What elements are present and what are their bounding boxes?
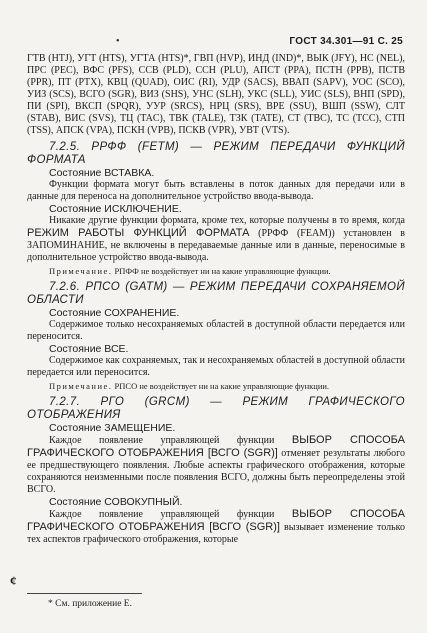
section-726-state-save: Состояние СОХРАНЕНИЕ.: [49, 307, 180, 319]
sgr-function-name-2: ВЫБОР СПОСОБА ГРАФИЧЕСКОГО ОТОБРАЖЕНИЯ [ВСГО (SGR)]: [27, 508, 405, 533]
section-725-paragraph-2: Никакие другие функции формата, кроме тех, которые получены в то время, когда РЕЖИМ РАБОТЫ ФУНКЦИЙ ФОРМАТА (РРФФ (FEAM)) установлен в ЗАПОМИНАНИЕ, не включены в передаваемые данные или в данные, переносимые в дополнительное устройство ввода-вывода.: [27, 215, 405, 263]
section-727-heading: 7.2.7. РГО (GRCM) — РЕЖИМ ГРАФИЧЕСКОГО ОТОБРАЖЕНИЯ: [27, 396, 405, 421]
feam-mode-name: РЕЖИМ РАБОТЫ ФУНКЦИЙ ФОРМАТА: [27, 227, 250, 239]
page-body: [27, 53, 405, 546]
page-dot: •: [116, 36, 120, 47]
section-725-state-exclude: Состояние ИСКЛЮЧЕНИЕ.: [49, 203, 182, 215]
section-726-state-all: Состояние ВСЕ.: [49, 343, 129, 355]
section-726-heading: 7.2.6. РПСО (GATM) — РЕЖИМ ПЕРЕДАЧИ СОХРАНЯЕМОЙ ОБЛАСТИ: [27, 281, 405, 306]
footnote: * См. приложение Е.: [48, 599, 132, 609]
section-727-state-cumulative: Состояние СОВОКУПНЫЙ.: [49, 496, 183, 508]
section-726-paragraph-2: Содержимое как сохраняемых, так и несохраняемых областей в доступной области передается или переносится.: [27, 355, 405, 378]
page-header: ГОСТ 34.301—91 С. 25: [289, 36, 403, 47]
margin-mark: ¢: [10, 573, 17, 588]
abbreviation-list: ГТВ (НTJ), УГТ (HTS), УГТА (HTS)*, ГВП (HVP), ИНД (IND)*, ВЫК (JFY), НС (NEL), ПРС (PEC), ВФС (PFS), ССВ (PLD), ССН (PLU), АПСТ (PPA), ПСТН (PPB), ПСТВ (PPR), ПТ (PTX), КВЦ (QUAD), ОИС (RI), УДР (SACS), ВВАП (SAPV), УОС (SCO), УИЗ (SCS), ВСГО (SGR), ВИЗ (SHS), УНС (SLH), УКС (SLL), УИС (SLS), ВНП (SPD), ПИ (SPI), ВКСП (SPQR), УУР (SRCS), НРЦ (SRS), ВРЕ (SSU), ВШП (SSW), СЛТ (STAB), ВИС (SVS), ТЦ (TAC), ТВК (TALE), ТЗК (TATE), СТ (TBC), ТС (TCC), СТП (TSS), АПСК (VPA), ПСКН (VPB), ПСКВ (VPR), УВТ (VTS).: [27, 53, 405, 136]
section-725-note: Примечание. РПФФ не воздействует ни на какие управляющие функции.: [49, 266, 331, 276]
footnote-divider: [27, 593, 142, 594]
section-727-state-replace: Состояние ЗАМЕЩЕНИЕ.: [49, 422, 176, 434]
section-727-paragraph-2: Каждое появление управляющей функции ВЫБОР СПОСОБА ГРАФИЧЕСКОГО ОТОБРАЖЕНИЯ [ВСГО (SGR)] вызывает изменение только тех аспектов графического отображения, которые: [27, 508, 406, 545]
section-725-paragraph-1: Функции формата могут быть вставлены в поток данных для передачи или в данные для переноса на дополнительное устройство ввода-вывода.: [27, 179, 405, 202]
section-725-state-insert: Состояние ВСТАВКА.: [49, 167, 155, 179]
section-726-note: Примечание. РПСО не воздействует ни на какие управляющие функции.: [49, 381, 330, 391]
section-725-heading: 7.2.5. РРФФ (FETM) — РЕЖИМ ПЕРЕДАЧИ ФУНКЦИЙ ФОРМАТА: [27, 141, 405, 166]
section-726-paragraph-1: Содержимое только несохраняемых областей в доступной области передается или переносится.: [27, 319, 405, 342]
section-727-paragraph-1: Каждое появление управляющей функции ВЫБОР СПОСОБА ГРАФИЧЕСКОГО ОТОБРАЖЕНИЯ [ВСГО (SGR)] отменяет результаты любого ее предшествующего появления. Любые аспекты графического отображения, которые сохраняются неизменными после появления ВСГО, должны быть переопределены этой ВСГО.: [27, 434, 405, 495]
sgr-function-name: ВЫБОР СПОСОБА ГРАФИЧЕСКОГО ОТОБРАЖЕНИЯ [ВСГО (SGR)]: [27, 434, 405, 459]
